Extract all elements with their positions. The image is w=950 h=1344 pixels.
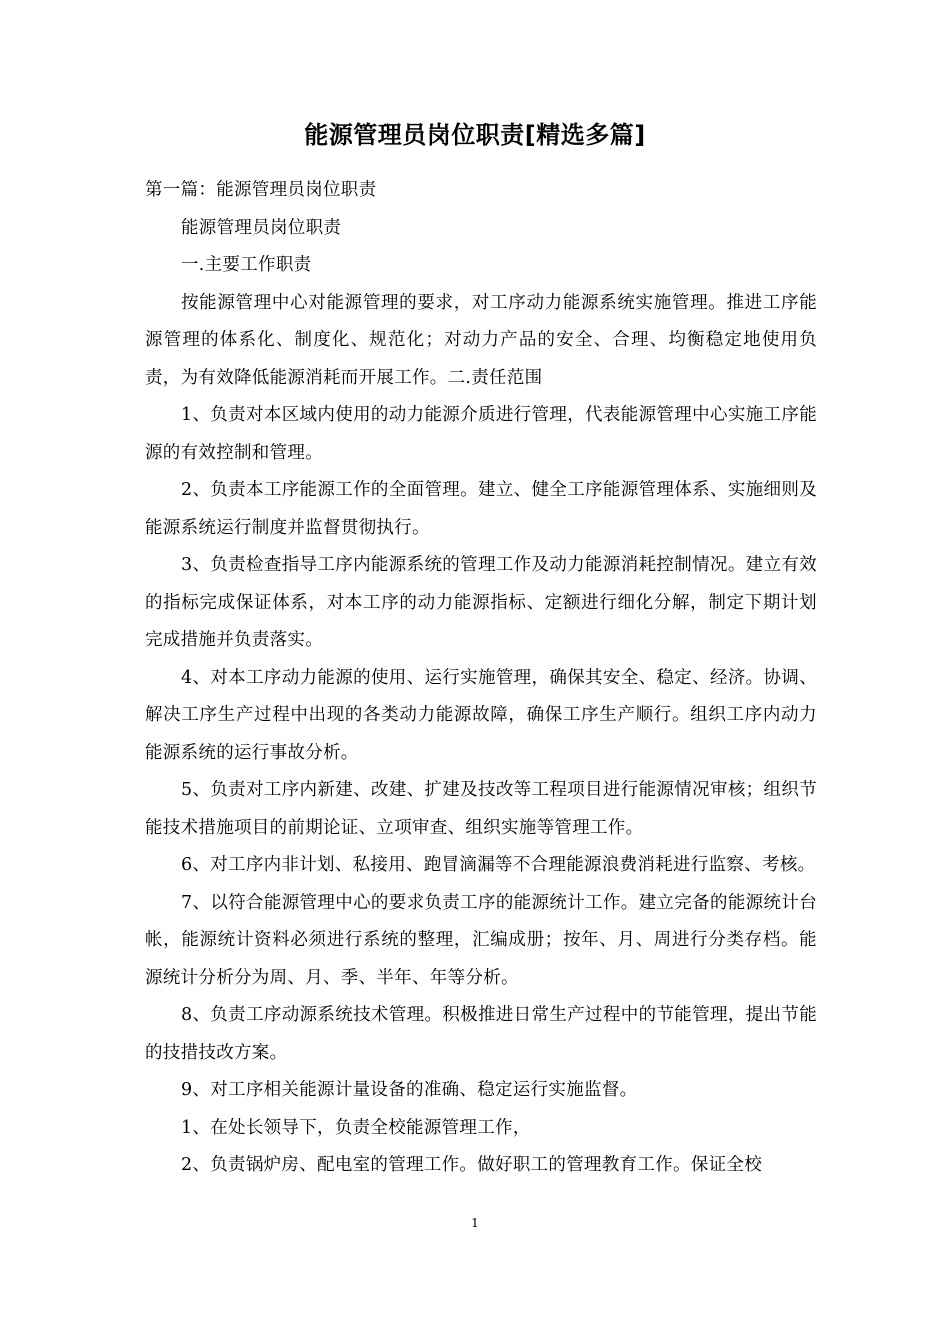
paragraph: 5、负责对工序内新建、改建、扩建及技改等工程项目进行能源情况审核；组织节能技术措施项目的前期论证、立项审查、组织实施等管理工作。 <box>145 780 817 838</box>
paragraph: 3、负责检查指导工序内能源系统的管理工作及动力能源消耗控制情况。建立有效的指标完成保证体系，对本工序的动力能源指标、定额进行细化分解，制定下期计划完成措施并负责落实。 <box>145 555 817 650</box>
paragraph: 6、对工序内非计划、私接用、跑冒滴漏等不合理能源浪费消耗进行监察、考核。 <box>181 855 816 875</box>
paragraph: 按能源管理中心对能源管理的要求，对工序动力能源系统实施管理。推进工序能源管理的体系化、制度化、规范化；对动力产品的安全、合理、均衡稳定地使用负责，为有效降低能源消耗而开展工作。二.责任范围 <box>145 292 817 388</box>
paragraph: 7、以符合能源管理中心的要求负责工序的能源统计工作。建立完备的能源统计台帐，能源统计资料必须进行系统的整理，汇编成册；按年、月、周进行分类存档。能源统计分析分为周、月、季、半年、年等分析。 <box>145 892 817 988</box>
subheading: 一.主要工作职责 <box>181 255 312 275</box>
paragraph: 9、对工序相关能源计量设备的准确、稳定运行实施监督。 <box>181 1080 638 1100</box>
paragraph: 8、负责工序动源系统技术管理。积极推进日常生产过程中的节能管理，提出节能的技措技改方案。 <box>145 1005 817 1063</box>
subheading: 能源管理员岗位职责 <box>181 217 342 238</box>
paragraph: 2、负责锅炉房、配电室的管理工作。做好职工的管理教育工作。保证全校 <box>181 1155 763 1175</box>
paragraph: 4、对本工序动力能源的使用、运行实施管理，确保其安全、稳定、经济。协调、解决工序生产过程中出现的各类动力能源故障，确保工序生产顺行。组织工序内动力能源系统的运行事故分析。 <box>145 667 817 763</box>
paragraph: 1、负责对本区域内使用的动力能源介质进行管理，代表能源管理中心实施工序能源的有效控制和管理。 <box>145 405 817 463</box>
document-body <box>145 172 817 1185</box>
paragraph: 1、在处长领导下，负责全校能源管理工作， <box>181 1117 531 1138</box>
paragraph: 2、负责本工序能源工作的全面管理。建立、健全工序能源管理体系、实施细则及能源系统运行制度并监督贯彻执行。 <box>145 480 817 538</box>
section-heading: 第一篇：能源管理员岗位职责 <box>145 180 377 200</box>
page-number: 1 <box>471 1216 479 1230</box>
document-title: 能源管理员岗位职责[精选多篇] <box>304 121 646 149</box>
